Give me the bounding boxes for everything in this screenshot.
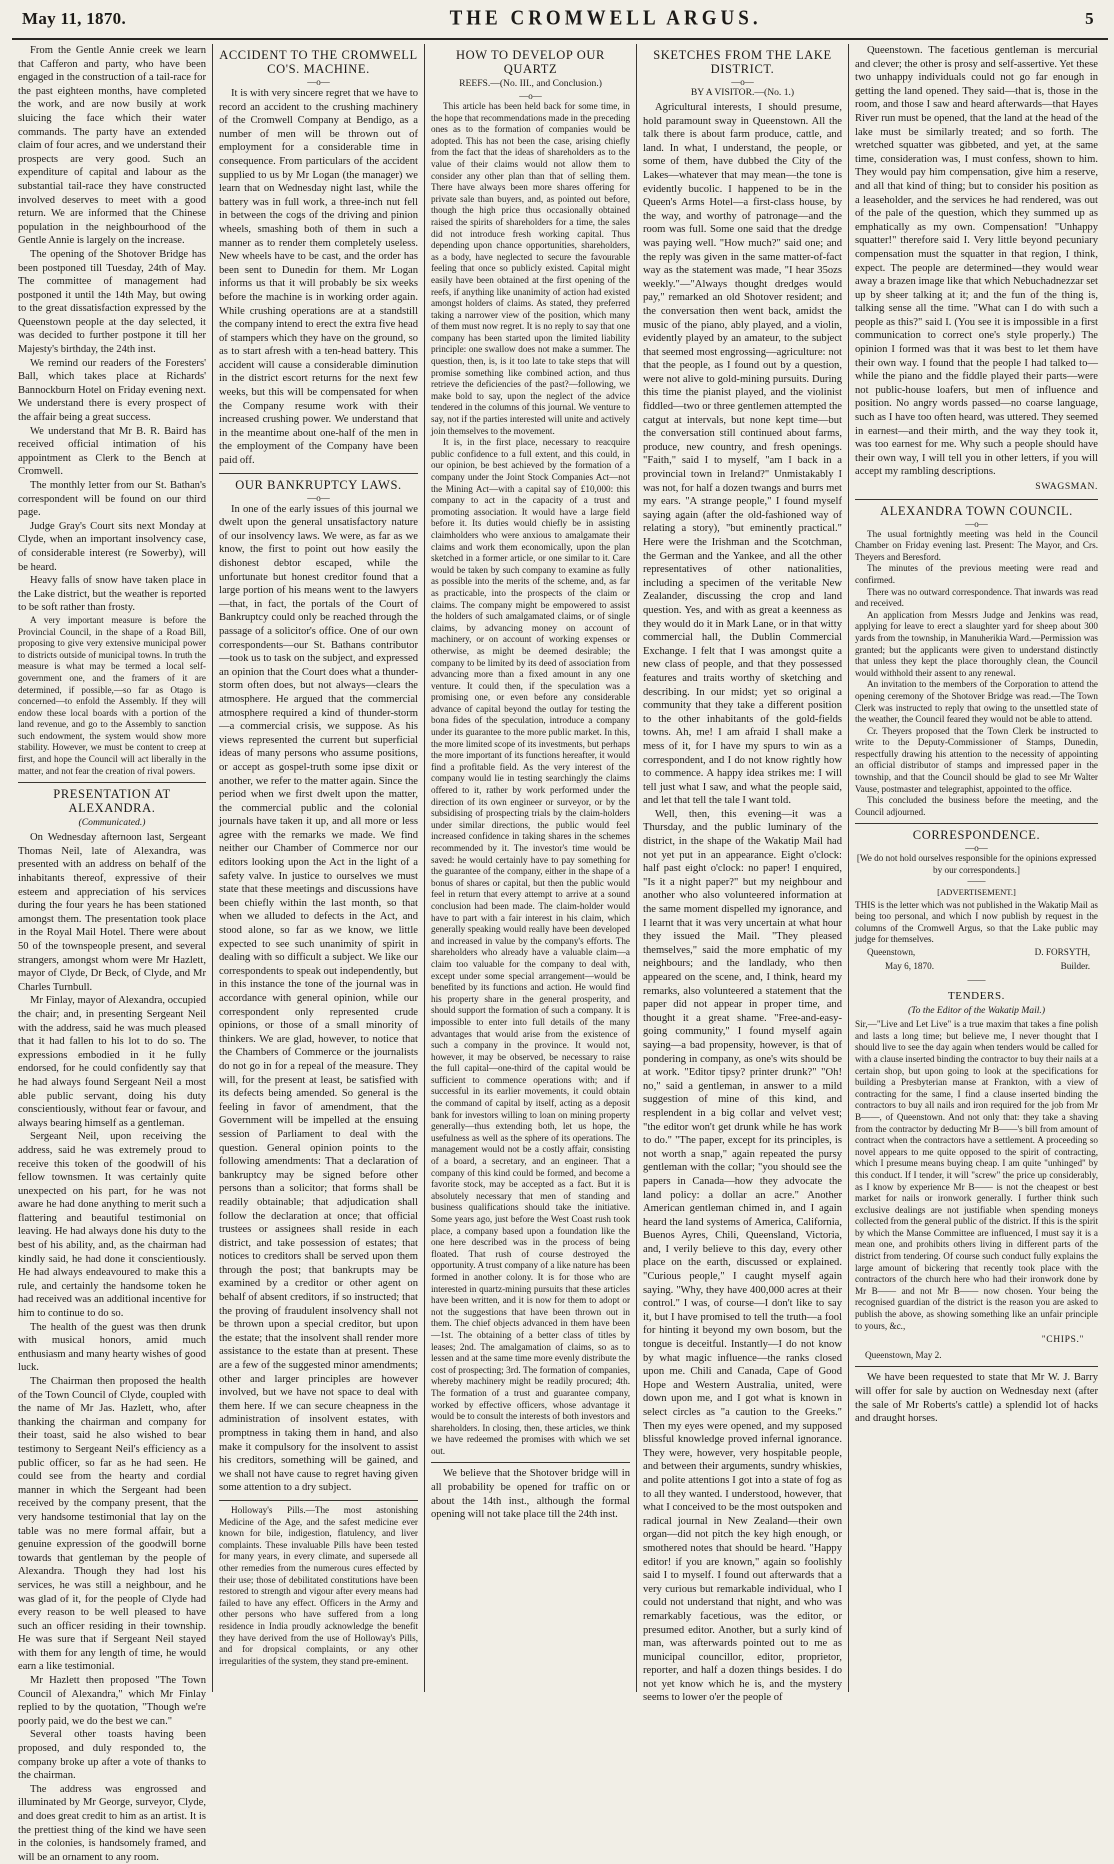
advertisement-signature-line2 — [855, 960, 1098, 974]
letter-heading-tenders: TENDERS. — [947, 990, 1006, 1003]
advertisement-holloway: Holloway's Pills.—The most astonishing Medicine of the Age, and the safest medicine ever known for bile, indigestion, flatulency, and liver complaints. These invaluable Pills have been tested for many years, in every climate, and supersede all other remedies from the numerous cures effected by their use; those of debilitated constitutions have been restored to strength and vigour after every means had failed to have any effect. Officers in the Army and other persons who have suffered from a long residence in India proudly acknowledge the benefit they have derived from the use of Holloway's Pills, and for dropsical complaints, or any other irregularities of the system, they stand pre-eminent. — [219, 1504, 418, 1666]
article-subheading: (Communicated.) — [78, 817, 146, 829]
article-subheading: REEFS.—(No. III., and Conclusion.) — [459, 78, 602, 89]
article-paragraph: This article has been held back for some time, in the hope that recommendations made in the preceding ones as to the formation of companies would be adopted. This has not been the case, arising chiefly from the fact that the ideas of shareholders as to the value of their claims would not allow them to consider any other plan than that of selling them. There have always been more shares offering for private sale than buyers, and, as pointed out before, though the high price thus occasionally obtained raised the spirits of shareholders for a time, the sales did not introduce fresh working capital. Thus depending upon chance opportunities, shareholders, as a body, have neglected to secure the favourable feeling that once so publicly existed. Capital might easily have been obtained at the first opening of the reefs, if anything like unanimity of action had existed amongst holders of claims. As stated, they preferred taking a narrower view of the position, which many of them must now regret. It is no reply to say that one company has been started upon the limited liability principle: one swallow does not make a summer. The question, then, is, is it too late to take steps that will promise something like combined action, and thus retrieve the deficiencies of the past?—following, we make bold to say, upon the neglect of the advice tendered in the columns of this journal. We venture to say, not if the parties interested will unite and actively join themselves to the movement. — [431, 101, 630, 436]
column-5 — [848, 44, 1104, 1692]
ornament-divider: —— — [967, 975, 986, 986]
article-heading-presentation: PRESENTATION AT ALEXANDRA. — [53, 787, 171, 816]
article-heading-quartz: HOW TO DEVELOP OUR QUARTZ — [456, 48, 605, 76]
news-paragraph: The opening of the Shotover Bridge has been postponed till Tuesday, 24th of May. The committee of management had postponed it until the 14th May, but owing to the great dissatisfaction expressed by the Queenstown people at the day selected, it was decided to further postpone it till her Majesty's birthday, the 24th inst. — [18, 248, 206, 356]
advertisement-label: [ADVERTISEMENT.] — [937, 886, 1016, 897]
ornament-divider: —o— — [965, 843, 988, 854]
column-1 — [12, 44, 212, 1863]
signature-place: Queenstown, — [867, 947, 916, 957]
letter-date: Queenstown, May 2. — [865, 1349, 942, 1360]
article-byline: BY A VISITOR.—(No. 1.) — [690, 87, 795, 98]
ornament-divider: —— — [967, 875, 986, 886]
section-rule — [18, 782, 206, 783]
news-paragraph: We have been requested to state that Mr W. J. Barry will offer for sale by auction on Wednesday next (after the sale of Mr Roberts's cattle) a splendid lot of hacks and draught horses. — [855, 1372, 1098, 1425]
signature-date: May 6, 1870. — [885, 960, 934, 971]
article-paragraph: On Wednesday afternoon last, Sergeant Thomas Neil, late of Alexandra, was presented with an address on behalf of the inhabitants thereof, expressive of their esteem and appreciation of his services during the four years he has been stationed amongst them. The presentation took place in the Royal Mail Hotel. There were about 50 of the townspeople present, and several strangers, amongst whom were Mr Hazlett, mayor of Clyde, Dr Beck, of Clyde, and Mr Charles Turnbull. — [18, 832, 206, 993]
signature-role: Builder. — [1060, 960, 1090, 971]
news-paragraph: Heavy falls of snow have taken place in the Lake district, but the weather is reported to be soft rather than frosty. — [18, 575, 206, 614]
article-paragraph: The Chairman then proposed the health of the Town Council of Clyde, coupled with the name of Mr Jas. Hazlett, who, after thanking the chairman and company for their toast, said he also wished to bear testimony to Sergeant Neil's efficiency as a public officer, so far as he had seen. He could see from the hearty and cordial manner in which the Sergeant had been received by the company present, that the very handsome testimonial that lay on the table was no mere formal affair, but a genuine expression of the goodwill borne towards that gentleman by the people of Alexandra. Though they had lost his services, he was still a neighbour, and he was glad of it, for the people of Clyde had every reason to be well pleased to have such an officer residing in their township. He was sure that if Sergeant Neil stayed with them for any length of time, he would earn a like testimonial. — [18, 1376, 206, 1673]
article-paragraph: Agricultural interests, I should presume, hold paramount sway in Queenstown. All the talk there is about farm produce, cattle, and land. In what, I understand, the people, or some of them, have dubbed the City of the Lakes—whatever that may mean—the tone is evidently bucolic. I happened to be in the Queen's Arms Hotel—a first-class house, by the way, and worthy of patronage—and the room was full. Some one said that the dredge was paying well. "How much?" said one; and the reply was given in the same matter-of-fact way as the statement was made, "I hear 35ozs weekly."—"Always thought dredges would pay," remarked an old Shotover resident; and the conversation then went back, amidst the music of the piano, ably played, and a violin, evidently played by an amateur, to the subject that seemed most engrossing—agriculture: not that the people, as I found out by a question, were not alive to gold-mining pursuits. During this time the pianist played, and the violinist fiddled—two or three gentlemen attempted the catgut at intervals, but none kept time—but the conversation still continued about farms, produce, new country, and fresh openings. "Faith," said I to myself, "am I back in a provincial town in Ireland?" Unmistakably I was not, for half a dozen twangs and burrs met my ears. "A strange people," I found myself saying again (after the old-fashioned way of relating a story), "but eminently practical." Here were the Irishman and the Scotchman, the German and the Yankee, and all the other representatives of other nationalities, including a specimen of the veritable New Zealander, discussing the crop and land question. Yes, and with as great a keenness as they would do it in Mark Lane, or in that witty commercial hall, the Dublin Commercial Exchange. I felt that I was amongst quite a new class of people, and that they possessed features and traits worthy of sketching and describing. In our midst; yet so original a community that they take a different position to the other inhabitants of the gold-fields towns. Ah, me! I am afraid I shall make a mess of it, for I have my spurs to win as a correspondent, and I do not know rightly how to commence. A happy idea strikes me: I will tell just what I saw, and what the people said, and let that tell the tale I want told. — [643, 102, 842, 807]
article-paragraph: The address was engrossed and illuminated by Mr George, surveyor, Clyde, and does great credit to him as an artist. It is the prettiest thing of the kind we have seen in the colonies, is handsomely framed, and will be an ornament to any room. — [18, 1783, 206, 1863]
article-heading-bankruptcy: OUR BANKRUPTCY LAWS. — [235, 477, 402, 492]
ornament-divider: —o— — [965, 518, 988, 529]
article-heading-sketches: SKETCHES FROM THE LAKE DISTRICT. — [653, 48, 832, 76]
section-rule — [431, 1462, 630, 1463]
author-signature: SWAGSMAN. — [1035, 481, 1098, 492]
council-paragraph: The usual fortnightly meeting was held in the Council Chamber on Friday evening last. Present: The Mayor, and Crs. Theyers and Beresford. — [855, 528, 1098, 562]
article-paragraph: It is with very sincere regret that we have to record an accident to the crushing machinery of the Cromwell Company at Bendigo, as a number of men will be thrown out of employment for a considerable time in consequence. From particulars of the accident supplied to us by Mr Logan (the manager) we learn that on Wednesday night last, while the battery was in full work, a three-inch nut fell in between the cogs of the driving and pinion wheels, smashing both of them in such a manner as to render them completely useless. New wheels have to be cast, and the order has been sent to Dunedin for them. Mr Logan informs us that it will probably be six weeks before the machine is in working order again. While crushing operations are at a standstill the company intend to erect the extra five head of stampers which they have on the ground, so as to start afresh with a ten-head battery. This accident will cause a considerable diminution in the district escort returns for the next few weeks, but this will be compensated for when the Company resume work with their increased crushing power. We understand that in the meantime about one-half of the men in the employment of the Company have been paid off. — [219, 88, 418, 467]
article-paragraph: The health of the guest was then drunk with musical honors, amid much enthusiasm and many hearty wishes of good luck. — [18, 1321, 206, 1374]
ornament-divider: —o— — [519, 91, 542, 101]
news-paragraph: From the Gentle Annie creek we learn that Cafferon and party, who have been engaged in the construction of a tail-race for the past eighteen months, have completed the work, and are now busily at work sluicing the face which their water commands. The party have an extended claim of four acres, and we understand their prospects are very good. Such an expenditure of capital and labour as the substantial tail-race they have constructed involved deserves to meet with a good return. We are informed that the Chinese population in the neighbourhood of the Gentle Annie is largely on the increase. — [18, 45, 206, 247]
letter-text: Sir,—"Live and Let Live" is a true maxim that takes a fine polish and lasts a long time; but believe me, I never thought that I should live to see the day again when tenders would be called for with a clause inserted binding the contractor to buy their nails at a certain shop, but upon going to look at the specifications for building a Presbyterian manse at Frankton, with a view of contracting for the same, I find a clause inserted binding the contractors to buy all nails and iron required for the job from Mr B——, of Queenstown. And not only that: they take a shaving from the contractor by deducting Mr B——'s bill from amount of contract when the contractors have a settlement. A proceeding so novel appears to me quite opposed to the spirit of contracting, which I presume means buying cheap. I am quite "unhinged" by this conduct. If I tender, it will "screw" the price up considerably, as I know by experience Mr B—— is not the cheapest or best market for nails or ironwork generally. I further think such exclusive dealings are not justifiable when spending moneys collected from the general public of the district. If this is the spirit by which the Manse Committee are influenced, I must say it is a mean one, and prohibits others living in different parts of the district from tendering. Of course such conduct fully explains the large amount of bickering that recently took place with the contractors of the church here who had their ironwork done by Mr B—— and not Mr B—— now chosen. Your being the recognised guardian of the district is the reason you are asked to publish the above, as showing something like an unfair principle to yours, &c., — [855, 1019, 1098, 1331]
editorial-disclaimer: [We do not hold ourselves responsible for the opinions expressed by our correspondents.] — [856, 853, 1097, 876]
news-paragraph: We understand that Mr B. R. Baird has received official intimation of his appointment as Clerk to the Bench at Cromwell. — [18, 425, 206, 478]
section-rule — [855, 499, 1098, 500]
signature-name: D. FORSYTH, — [1034, 947, 1090, 957]
council-paragraph: There was no outward correspondence. That inwards was read and received. — [855, 586, 1098, 609]
column-2 — [212, 44, 424, 1692]
section-rule — [855, 1366, 1098, 1367]
column-3 — [424, 44, 636, 1692]
article-paragraph: Mr Finlay, mayor of Alexandra, occupied the chair; and, in presenting Sergeant Neil with the address, said he was much pleased that it had fallen to his lot to do so. The expressions embodied in it he fully endorsed, for he could confidently say that he had always found Sergeant Neil a most able public servant, doing his duty conscientiously, without fear or favour, and always bearing himself as a gentleman. — [18, 995, 206, 1129]
article-paragraph: Sergeant Neil, upon receiving the address, said he was extremely proud to receive this token of the goodwill of his fellow townsmen. It was certainly quite unexpected on his part, for he was not aware he had done anything to merit such a flattering and beautiful testimonial on leaving. He had always done his duty to the best of his ability, and, as the chairman had kindly said, he had done it conscientiously. He had always endeavoured to make this a rule, and certainly the handsome token he had received was an additional incentive for him to continue to do so. — [18, 1131, 206, 1320]
section-rule — [219, 473, 418, 474]
ornament-divider: —o— — [731, 77, 754, 87]
article-paragraph: Queenstown. The facetious gentleman is mercurial and clever; the other is prosy and self-assertive. Yet these two unhappy individuals could not go far enough in getting the land opened. They said—that is, those in the room, and those I saw and heard afterwards—that Hayes River run must be opened, that the land at the head of the lake must be similarly treated; and so forth. The wretched squatter was gibbeted, and yet, at the same time, consideration was, I must confess, shown to him. They would pay him compensation, give him a reserve, and all that kind of thing; but to consider his position as a leaseholder, and the services he had rendered, was out of the pale of the question, which they summed up as emphatically as my own. Compensation! "Unhappy squatter!" therefore said I. Very little beyond pecuniary compensation must the squatter in that region, I think, expect. The people are determined—they would wear away a brazen image like that which Nebuchadnezzar set up by sheer talking at it; and the fun of the thing is, talking sense all the time. "What can I do with such a people as this?" said I. (You see it is impossible in a first communication to correct one's style properly.) The opinion I formed was that it was best to let them have their own way. I found that the people I had talked to—while the piano and the fiddle played their parts—were not public-house loafers, but men of influence and position. No angry words passed—no coarse language, such as I have too often heard, was uttered. They seemed in earnest—and their mirth, and the way they took it, was too earnest for me. Why such a people should have their own way, I will tell you in other letters, if you will accept my rambling descriptions. — [855, 45, 1098, 478]
issue-date: May 11, 1870. — [22, 9, 127, 28]
ornament-divider: —o— — [307, 492, 330, 503]
article-paragraph: It is, in the first place, necessary to reacquire public confidence to a full extent, and this could, in our opinion, be best achieved by the formation of a company under the Joint Stock Companies Act—not the Mining Act—with a capital say of £10,000: this company to act in the capacity of a trust and promoting association. It would have a large field before it. Its duties would chiefly be in assisting claimholders who were anxious to amalgamate their claims and work them economically, upon the plan sketched in a former article, or one similar to it. Care would be taken by such company to examine as fully as possible into the merits of the scheme, and, as far as practicable, into the prospects of the claim or claims. The company might be empowered to assist the holders of such amalgamated claims, or of single claims, by advancing money on account of machinery, or on account of working expenses or otherwise, as might be deemed desirable; the company to be limited by its deed of association from advancing more than a fixed amount in any one venture. It could then, if the speculation was a promising one, or even before any considerable advance of capital beyond the outlay for testing the bona fides of the speculation, introduce a company under its guarantee to the more public market. In this, the more limited scope of its investments, but perhaps the more important of its functions hereafter, it would find a profitable field. As the very interest of the company would lie in testing searchingly the claims offered to it, rather by work performed under the direction of its own engineer or surveyor, or by the subsidising of prospecting trials by the claim-holders under similar directions, the public would feel increased confidence in taking shares in the schemes recommended by it. The investor's time would be saved: he would certainly have to pay something for the guarantee of the company, either in the shape of a bonus of shares or capital, but then the public would feel in return that every attempt to arrive at a sound conclusion had been made. The claim-holder would have to part with a fair interest in his claim, which generally speaking would really have been developed and increased in value by the company's efforts. The shareholders who already have a valuable claim—a claim too valuable for the company to deal with, except under some special arrangement—would be benefited by its functions and action. He would find his property share in the general prosperity, and should support the formation of such a company. It is impossible to enter into full details of the many advantages that would arise from the existence of such a company in the province. It would not, however, it may be observed, be necessary to raise the full capital—one-third of the capital would be sufficient to commence operations with; and if successful in its earlier movements, it could obtain the command of capital by itself, acting as a deposit bank for investors willing to loan on mining property generally—thus extending both, let us hope, the usefulness as well as the sphere of its operations. The management would not be a costly affair, consisting of a board, a secretary, and an engineer. That a company of this kind could be formed, and become a favorite stock, may be accepted as a fact. But it is absolutely necessary that men of standing and business qualifications should take the initiative. Some years ago, just before the West Coast rush took place, a company based upon a foundation like the one here described was in the process of being floated. That rush of course destroyed the opportunity. A trust company of a like nature has been formed in another colony. It is for those who are interested in quartz-mining pursuits that these articles have been written, and it is now for them to adopt or not the suggestions that have been thrown out in them. The chief objects advanced in them have been—1st. The obtaining of a better class of titles by leases; 2nd. The amalgamation of claims, so as to lessen and at the same time more evenly distribute the cost of prospecting; 3rd. The formation of companies, whereby machinery might be readily procured; 4th. The formation of a trust and guarantee company, worked by effective officers, whose advantage it would be to consult the interests of both investors and shareholders. In closing, then, these articles, we think we have redeemed the promises with which we set out. — [431, 437, 630, 1456]
section-rule — [855, 823, 1098, 824]
page-number: 5 — [1085, 9, 1094, 28]
council-paragraph: An application from Messrs Judge and Jenkins was read, applying for leave to erect a slaughter yard for sheep about 300 yards from the township, in Manuherikia Ward.—Permission was granted; but the applicants were given to understand distinctly that unless they kept the place thoroughly clean, the Council would withhold their assent to any renewal. — [855, 609, 1098, 678]
council-paragraph: An invitation to the members of the Corporation to attend the opening ceremony of the Shotover Bridge was read.—The Town Clerk was instructed to reply that owing to the unsettled state of the weather, the Council feared they would not be able to attend. — [855, 679, 1098, 725]
news-paragraph: We remind our readers of the Foresters' Ball, which takes place at Richards' Bannockburn Hotel on Friday evening next. We understand there is every prospect of the affair being a great success. — [18, 357, 206, 424]
article-paragraph: Mr Hazlett then proposed "The Town Council of Alexandra," which Mr Finlay replied to by the quotation, "Though we're poorly paid, we do the best we can." — [18, 1675, 206, 1727]
article-heading-accident: ACCIDENT TO THE CROMWELL CO'S. MACHINE. — [219, 48, 418, 76]
section-rule — [219, 1500, 418, 1501]
council-paragraph: Cr. Theyers proposed that the Town Clerk be instructed to write to the Deputy-Commissioner of Stamps, Dunedin, respectfully drawing his attention to the necessity of appointing an official distributor of stamps and impressed paper in the township, and that the Council should be glad to see Mr Walter Vause, postmaster and telegraphist, appointed to the office. — [855, 725, 1098, 794]
letter-signature: "CHIPS." — [1041, 1334, 1084, 1346]
masthead — [12, 0, 1108, 40]
news-paragraph-small: A very important measure is before the Provincial Council, in the shape of a Road Bill, proposing to give very extensive municipal power to districts outside of municipal towns. In truth the measure is what may be termed a local self-government one, and the framers of it are determined, if possible,—so far as Otago is concerned—to enfold the Assembly. If they will endow these local boards with a portion of the land revenue, and go to the Assembly to sanction such endowment, the system would show more stability. However, we must be content to creep at first, and hope the Council will act liberally in the matter, and not fear the creation of rival powers. — [18, 614, 206, 776]
advertisement-signature — [855, 946, 1098, 960]
column-4 — [636, 44, 848, 1704]
article-paragraph: In one of the early issues of this journal we dwelt upon the general unsatisfactory nature of our insolvency laws. We were, as far as we know, the first to point out how easily the dishonest debtor escaped, while the unfortunate but honest creditor found that a large portion of his means went to the lawyers—that, in fact, the portals of the Court of Bankruptcy could only be reached through the passage of a solicitor's office. One of our own correspondents—our St. Bathans contributor—took us to task on the subject, and expressed an opinion that the Court does what a thunder-storm often does, but not always—clears the atmosphere. He argued that the commercial atmosphere required a kind of thunder-storm—a commercial crisis, we suppose. As his views represented the current but superficial ideas of many persons who assume positions, or accept as gospel-truth some ipse dixit or another, we refer to the matter again. Since the period when we first dwelt upon the matter, the commercial public and the colonial journals have taken it up, and all more or less agree with the remarks we made. We find neither our Chamber of Commerce nor our editors looking upon the Act in the light of a safety valve. In justice to ourselves we must state that these meetings and discussions have been chiefly within the last month, so that when we alluded to defects in the Act, and stood alone, so far as we know, we little expected to see such unanimity of spirit in dealing with so difficult a subject. We like our correspondents to speak out independently, but in this instance the tone of the journal was in accordance with general opinion, while our correspondent only represented crude opinions, or those of a small minority of thinkers. We are glad, however, to notice that the Chambers of Commerce or the journalists do not go in for a repeal of the measure. They will, for the present at least, be satisfied with its defects being amended. So general is the feeling in favor of amendment, that the Government will be impelled at the ensuing session of Parliament to deal with the question. General opinion points to the following amendments: That a declaration of bankruptcy may be signed before other persons than a solicitor; that forms shall be readily obtainable; that adjudication shall follow the declaration at once; that official trustees or assignees shall reside in each district, and take possession of estates; that notices to creditors shall be served upon them through the post; that bankrupts may be examined by a creditor or other agent on behalf of absent creditors, if so instructed; that the proving of fraudulent insolvency shall not be thrown upon a special creditor, but upon the estate; that the insolvent shall render more assistance to the estate than at present. These are a few of the suggested minor amendments; other and larger principles are however involved, but we have not space to deal with them here. If we can secure cheapness in the administration of insolvent estates, with promptness in taking them in hand, and also make it compulsory for the insolvent to assist his creditors, something will be gained, and we shall not have cause to regret having given some attention to a dry subject. — [219, 503, 418, 1494]
article-heading-correspondence: CORRESPONDENCE. — [912, 828, 1041, 843]
news-paragraph: Judge Gray's Court sits next Monday at Clyde, when an important insolvency case, of considerable interest (re Sowerby), will be heard. — [18, 520, 206, 573]
letter-recipient: (To the Editor of the Wakatip Mail.) — [907, 1005, 1046, 1017]
council-paragraph: The minutes of the previous meeting were read and confirmed. — [855, 563, 1098, 585]
ornament-divider: —o— — [307, 77, 330, 87]
news-paragraph: We believe that the Shotover bridge will in all probability be opened for traffic on or about the 14th inst., although the formal opening will not take place till the 24th inst. — [431, 1468, 630, 1521]
columns — [12, 44, 1108, 1863]
advertisement-text: THIS is the letter which was not published in the Wakatip Mail as being too personal, and which I now publish by request in the columns of the Cromwell Argus, so that the Lake public may judge for themselves. — [855, 899, 1098, 945]
article-heading-council: ALEXANDRA TOWN COUNCIL. — [880, 503, 1073, 518]
article-paragraph: Well, then, this evening—it was a Thursday, and the public luminary of the district, in the shape of the Wakatip Mail had not yet put in an appearance. Eight o'clock: half past eight o'clock: no paper! I enquired, "Is it a night paper?" but my neighbour and another who also volunteered information at the same moment dispelled my ignorance, and I learnt that it was very uncertain at what hour they issued the Mail. "They pleased themselves," said the more emphatic of my neighbours; and the landlady, who then appeared on the scene, and, I think, heard my remarks, also volunteered a statement that the paper did not appear in proper time, and thought it a great shame. "Free-and-easy-going community," I found myself again saying—a bad propensity, however, is that of pondering in company, as one's wits should be at work. "Editor tipsy? printer drunk?" "Oh! no," said a gentleman, in answer to a mild suggestion of mine of this kind, and resplendent in a big collar and velvet vest; "the editor won't get drunk while he has work to do." "The paper, except for its principles, is not worth a snap," again repeated the pursy gentleman with the collar; "you should see the papers in Canada—how they advocate the land policy: a dollar an acre." Another American gentleman chimed in, and I again heard the land systems of America, California, Buenos Ayres, Chili, Queensland, Victoria, and, I verily believe to this day, every other place on the earth, discussed or explained. "Curious people," I caught myself again saying. "Why, they have 400,000 acres at their control." I was, of course—I don't like to say it, but I have promised to tell the truth—a fool for hinting it beyond my own bosom, but the tongue is deceitful. Instantly—I do not know by what magic influence—the ranks closed upon me. Chili and Canada, Cape of Good Hope and Western Australia, united, were down upon me, and I got what is known in select circles as "a caution to the Greeks." Then my eyes were opened, and my supposed blissful knowledge proved infernal ignorance. They were, however, very hospitable people, and between their arguments, sundry whiskies, and polite attentions I got into a state of fog as to all they wanted. I understood, however, that what I conceived to be the most outspoken and radical journal in New Zealand—their own organ—did not pitch the key high enough, or smothered notes that should be heard. "Happy editor! if you are known," again so foolishly said I to myself. I found out afterwards that a very curious but remarkable individual, who I could not understand that night, and who was remarkably facetious, was the editor, or presumed editor. Another, but a surly kind of man, was afterwards pointed out to me as municipal councillor, editor, proprietor, reporter, and half a dozen things besides. I do not yet know which he is, and the mystery seems to lower o'er the people of — [643, 808, 842, 1704]
newspaper-title: THE CROMWELL ARGUS. — [449, 6, 762, 30]
council-paragraph: This concluded the business before the meeting, and the Council adjourned. — [855, 795, 1098, 817]
news-paragraph: The monthly letter from our St. Bathan's correspondent will be found on our third page. — [18, 480, 206, 519]
article-paragraph: Several other toasts having been proposed, and duly responded to, the company broke up after a vote of thanks to the chairman. — [18, 1729, 206, 1782]
